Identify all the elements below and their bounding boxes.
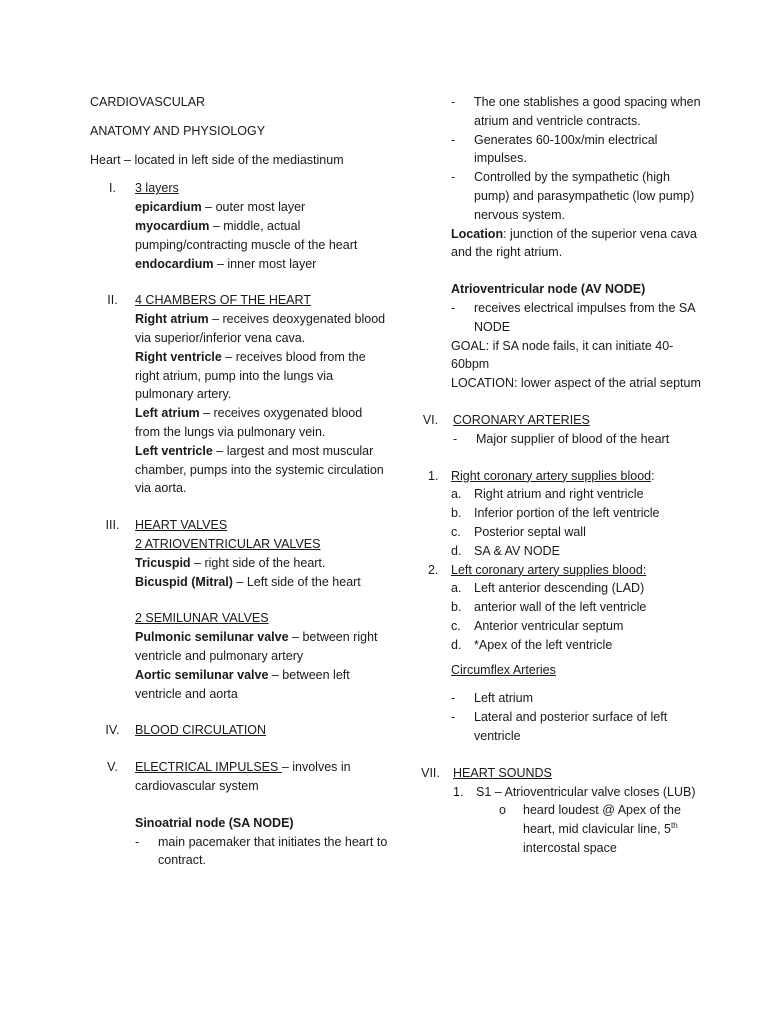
section-heading: 4 CHAMBERS OF THE HEART (135, 293, 311, 308)
list-item: 1. S1 – Atrioventricular valve closes (LUB) (453, 784, 696, 799)
list-item: a. Right atrium and right ventricle (451, 487, 644, 502)
section-heading: HEART SOUNDS (453, 765, 552, 780)
chamber-item: Left ventricle – largest and most muscular chamber, pumps into the systemic circulation via aorta. (135, 443, 384, 496)
bullet-item: - Left atrium (451, 691, 534, 706)
section-number: V. (107, 760, 118, 775)
bullet-item: - receives electrical impulses from the SA NODE (451, 300, 695, 334)
bullet-item: - Generates 60-100x/min electrical impulses. (451, 132, 658, 166)
valve-item: Bicuspid (Mitral) – Left side of the heart (135, 574, 361, 589)
section-number: VI. (422, 412, 439, 427)
layer-item: epicardium – outer most layer (135, 200, 306, 215)
bullet-item: - main pacemaker that initiates the heart to contract. (135, 834, 388, 868)
bullet-item: - Controlled by the sympathetic (high pump) and parasympathetic (low pump) nervous system. (451, 170, 695, 222)
section-heading: ELECTRICAL IMPULSES – involves in cardiovascular system (135, 760, 351, 793)
section-heading: 3 layers (135, 181, 179, 196)
chamber-item: Right ventricle – receives blood from the right atrium, pump into the lungs via pulmonary artery. (135, 349, 366, 402)
bullet-item: - Lateral and posterior surface of left ventricle (451, 710, 668, 743)
section-number: III. (105, 518, 120, 533)
sa-node-title: Sinoatrial node (SA NODE) (135, 815, 294, 830)
valve-item: Pulmonic semilunar valve – between right ventricle and pulmonary artery (135, 630, 378, 663)
chamber-item: Left atrium – receives oxygenated blood from the lungs via pulmonary vein. (135, 406, 363, 439)
section-heading: CORONARY ARTERIES (453, 412, 590, 427)
section-layers (90, 179, 390, 273)
av-goal: GOAL: if SA node fails, it can initiate 40-60bpm (451, 338, 674, 372)
section-chambers (90, 291, 390, 498)
left-column (90, 93, 390, 870)
section-electrical (90, 758, 390, 870)
valve-item: Aortic semilunar valve – between left ventricle and aorta (135, 667, 350, 701)
circumflex-heading: Circumflex Arteries (451, 662, 556, 677)
section-heading: BLOOD CIRCULATION (135, 723, 267, 738)
list-item: a. Left anterior descending (LAD) (451, 581, 645, 596)
bullet-item: - The one stablishes a good spacing when atrium and ventricle contracts. (451, 95, 701, 128)
sa-location: Location: junction of the superior vena cava and the right atrium. (451, 226, 697, 260)
section-coronary (408, 411, 708, 449)
doc-subtitle: ANATOMY AND PHYSIOLOGY (90, 123, 266, 138)
av-location: LOCATION: lower aspect of the atrial septum (451, 376, 701, 391)
layer-item: endocardium – inner most layer (135, 256, 317, 271)
section-circulation (90, 721, 390, 740)
intro-line: Heart – located in left side of the mediastinum (90, 152, 344, 167)
list-item: b. Inferior portion of the left ventricle (451, 506, 660, 521)
valve-item: Tricuspid – right side of the heart. (135, 555, 326, 570)
section-number: II. (107, 293, 118, 308)
section-heart-sounds (408, 764, 708, 858)
list-item: c. Anterior ventricular septum (451, 618, 624, 633)
section-number: I. (109, 181, 116, 196)
list-item: d. *Apex of the left ventricle (451, 637, 613, 652)
section-valves (90, 516, 390, 703)
rca-heading: 1. Right coronary artery supplies blood: (428, 468, 655, 483)
layer-item: myocardium – middle, actual pumping/contracting muscle of the heart (135, 218, 358, 252)
subsection-heading: 2 SEMILUNAR VALVES (135, 611, 269, 626)
av-node-title: Atrioventricular node (AV NODE) (451, 282, 646, 297)
list-item: c. Posterior septal wall (451, 524, 586, 539)
subsection-heading: 2 ATRIOVENTRICULAR VALVES (135, 536, 321, 551)
lca-heading: 2. Left coronary artery supplies blood: (428, 562, 647, 577)
chamber-item: Right atrium – receives deoxygenated blood via superior/inferior vena cava. (135, 312, 386, 345)
list-item: b. anterior wall of the left ventricle (451, 600, 647, 615)
list-item: d. SA & AV NODE (451, 543, 560, 558)
section-number: IV. (105, 723, 120, 738)
section-heading: HEART VALVES (135, 518, 228, 533)
right-column (408, 93, 708, 858)
doc-title: CARDIOVASCULAR (90, 95, 206, 109)
section-number: VII. (421, 765, 440, 780)
sub-bullet-item: o heard loudest @ Apex of the heart, mid clavicular line, 5th intercostal space (499, 803, 681, 855)
bullet-item: - Major supplier of blood of the heart (453, 431, 670, 446)
